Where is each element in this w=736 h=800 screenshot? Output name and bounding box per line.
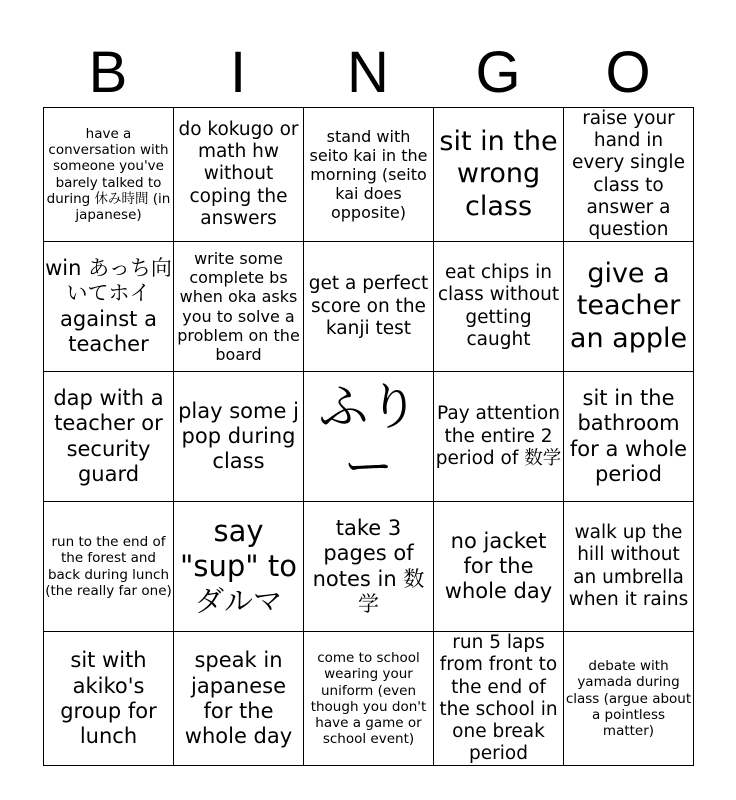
header-letter-o: O — [605, 40, 651, 105]
bingo-cell[interactable] — [44, 502, 174, 632]
header-letter-b: B — [88, 40, 128, 105]
bingo-cell[interactable] — [304, 108, 434, 242]
bingo-cell[interactable] — [44, 108, 174, 242]
board-row — [44, 632, 694, 766]
bingo-cell[interactable] — [44, 242, 174, 372]
cell-text: do kokugo or math hw without coping the answers — [178, 119, 299, 229]
bingo-cell[interactable] — [174, 502, 304, 632]
bingo-cell[interactable] — [564, 372, 694, 502]
cell-text: speak in japanese for the whole day — [184, 648, 293, 748]
board-row — [44, 372, 694, 502]
cell-text: sit in the bathroom for a whole period — [569, 386, 688, 486]
cell-text: no jacket for the whole day — [444, 528, 553, 604]
cell-text: Pay attention the entire 2 period of 数学 — [435, 403, 562, 469]
bingo-cell[interactable] — [44, 632, 174, 766]
bingo-cell[interactable] — [304, 502, 434, 632]
header-letter-n: N — [347, 40, 389, 105]
bingo-board — [43, 107, 694, 766]
header-letter-g: G — [475, 40, 521, 105]
bingo-cell[interactable] — [44, 372, 174, 502]
cell-text: sit with akiko's group for lunch — [60, 648, 157, 748]
bingo-header — [43, 40, 693, 106]
cell-text: take 3 pages of notes in 数学 — [312, 516, 425, 616]
cell-text: get a perfect score on the kanji test — [308, 273, 429, 339]
bingo-cell[interactable] — [304, 632, 434, 766]
cell-text: eat chips in class without getting caught — [437, 262, 560, 350]
bingo-cell[interactable] — [174, 242, 304, 372]
cell-text: say "sup" to ダルマ — [180, 514, 297, 619]
bingo-cell[interactable] — [304, 242, 434, 372]
bingo-cell[interactable] — [434, 632, 564, 766]
header-letter-i: I — [229, 40, 247, 105]
cell-text: play some j pop during class — [178, 398, 299, 474]
board-row — [44, 108, 694, 242]
bingo-cell[interactable] — [434, 372, 564, 502]
board-row — [44, 502, 694, 632]
cell-text: raise your hand in every single class to answer a question — [572, 108, 685, 240]
cell-text: debate with yamada during class (argue about a pointless matter) — [565, 658, 692, 739]
cell-text: have a conversation with someone you've barely talked to during 休み時間 (in japanese) — [46, 126, 171, 223]
bingo-cell[interactable] — [564, 242, 694, 372]
cell-text: win あっち向いてホイ against a teacher — [45, 256, 172, 356]
bingo-cell[interactable] — [434, 242, 564, 372]
cell-text: write some complete bs when oka asks you to solve a problem on the board — [177, 249, 300, 364]
bingo-cell[interactable] — [564, 108, 694, 242]
cell-text: walk up the hill without an umbrella when it rains — [568, 522, 689, 610]
cell-text: sit in the wrong class — [439, 125, 558, 222]
cell-text: run to the end of the forest and back during lunch (the really far one) — [45, 534, 172, 599]
cell-text: come to school wearing your uniform (even though you don't have a game or school event) — [310, 650, 427, 748]
cell-text: ふりー — [318, 377, 419, 496]
cell-text: dap with a teacher or security guard — [53, 386, 164, 486]
cell-text: stand with seito kai in the morning (seito kai does opposite) — [309, 126, 428, 223]
bingo-cell[interactable] — [564, 632, 694, 766]
bingo-cell[interactable] — [174, 108, 304, 242]
bingo-cell[interactable] — [434, 502, 564, 632]
bingo-free-cell[interactable] — [304, 372, 434, 502]
bingo-cell[interactable] — [434, 108, 564, 242]
bingo-cell[interactable] — [174, 632, 304, 766]
board-row — [44, 242, 694, 372]
cell-text: run 5 laps from front to the end of the school in one break period — [439, 632, 558, 765]
bingo-cell[interactable] — [174, 372, 304, 502]
bingo-cell[interactable] — [564, 502, 694, 632]
cell-text: give a teacher an apple — [569, 258, 688, 354]
